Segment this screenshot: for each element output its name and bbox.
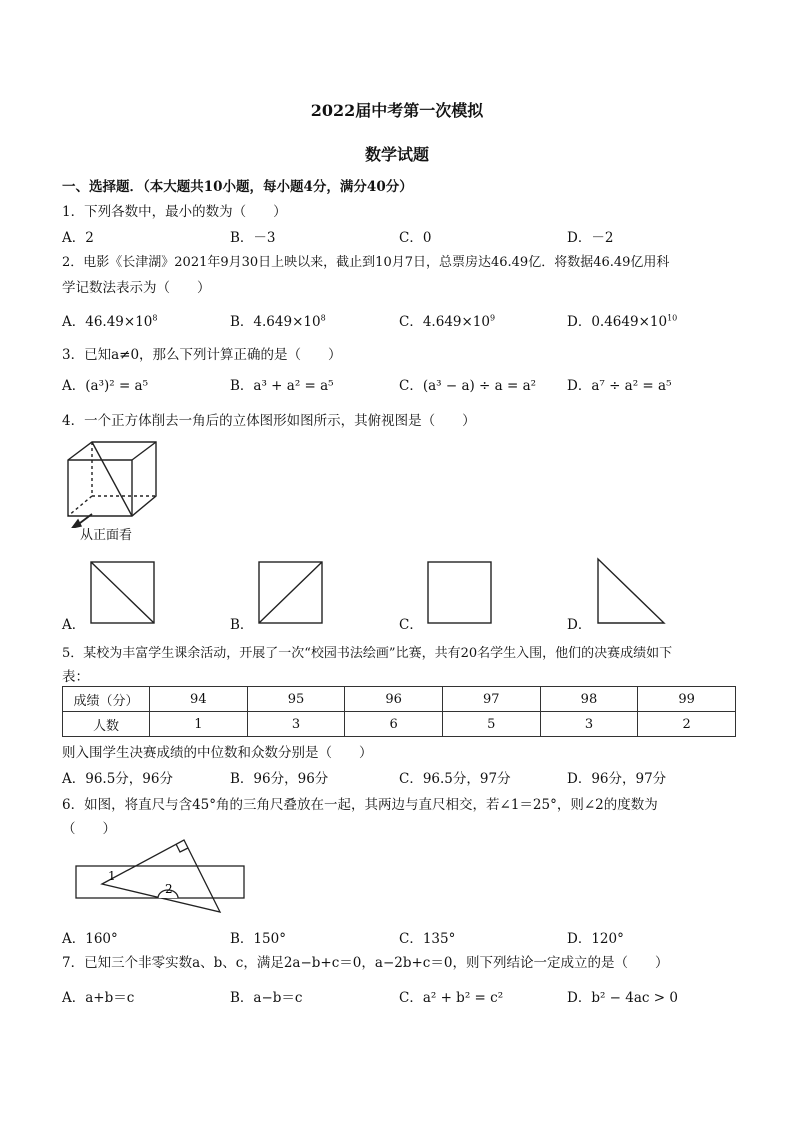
- q4-option-b-figure: [258, 561, 324, 625]
- q5-option-c: C．96.5分，97分: [399, 771, 511, 787]
- exam-title: 2022届中考第一次模拟: [310, 101, 484, 120]
- q6-option-d: D．120°: [567, 931, 624, 947]
- q6-option-b: B．150°: [230, 931, 286, 947]
- table-row: [63, 687, 736, 712]
- q3-option-c: C．(a³ − a) ÷ a = a²: [399, 378, 537, 394]
- table-cell: 96: [345, 687, 443, 712]
- q7-option-b: B．a−b＝c: [230, 990, 303, 1006]
- q6-stem-line1: 6．如图，将直尺与含45°角的三角尺叠放在一起，其两边与直尺相交，若∠1＝25°，则∠2的度数为: [62, 797, 658, 813]
- q6-ruler-triangle-figure: [72, 838, 250, 918]
- q7-option-d: D．b² − 4ac > 0: [567, 990, 678, 1006]
- table-cell: 95: [247, 687, 345, 712]
- q2-option-d: D．$0.4649\times 10^{10}$: [567, 313, 678, 330]
- q3-option-d: D．a⁷ ÷ a² = a⁵: [567, 378, 672, 394]
- table-row: [63, 712, 736, 737]
- q7-stem: 7．已知三个非零实数a、b、c，满足2a−b+c＝0，a−2b+c＝0，则下列结论一定成立的是（ ）: [62, 955, 669, 971]
- q1-option-d: D．－2: [567, 230, 614, 246]
- q3-option-a: A．(a³)² = a⁵: [62, 378, 149, 394]
- score-table: [62, 686, 736, 737]
- q5-question: 则入围学生决赛成绩的中位数和众数分别是（ ）: [62, 745, 373, 761]
- table-cell: 2: [638, 712, 736, 737]
- q4-option-c-label: C．: [399, 617, 423, 633]
- table-header-cell: 成绩（分）: [63, 687, 150, 712]
- q4-figure-caption: 从正面看: [80, 528, 133, 543]
- table-cell: 6: [345, 712, 443, 737]
- q3-option-b: B．a³ + a² = a⁵: [230, 378, 334, 394]
- q1-option-c: C．0: [399, 230, 432, 246]
- table-cell: 99: [638, 687, 736, 712]
- q6-angle1-label: 1: [108, 869, 116, 883]
- q4-option-d-label: D．: [567, 617, 592, 633]
- q4-cube-figure: [62, 436, 172, 528]
- table-cell: 1: [150, 712, 248, 737]
- q2-stem-line1: 2．电影《长津湖》2021年9月30日上映以来，截止到10月7日，总票房达46.49亿．将数据46.49亿用科: [62, 255, 670, 270]
- table-cell: 3: [540, 712, 638, 737]
- table-cell: 5: [442, 712, 540, 737]
- q5-stem-line2: 表：: [62, 669, 89, 685]
- q4-stem: 4．一个正方体削去一角后的立体图形如图所示，其俯视图是（ ）: [62, 413, 476, 429]
- q4-option-d-figure: [594, 556, 666, 626]
- q7-option-a: A．a+b＝c: [62, 990, 135, 1006]
- q6-option-a: A．160°: [62, 931, 118, 947]
- q1-option-a: A．2: [62, 230, 94, 246]
- q2-option-c: C．$4.649\times 10^9$: [399, 313, 496, 330]
- q4-option-c-figure: [427, 561, 493, 625]
- table-header-cell: 人数: [63, 712, 150, 737]
- q5-option-b: B．96分，96分: [230, 771, 329, 787]
- q2-option-a: A．$46.49\times 10^8$: [62, 313, 158, 330]
- q2-option-b: B．$4.649\times 10^8$: [230, 313, 326, 330]
- q2-stem-line2: 学记数法表示为（ ）: [62, 280, 211, 296]
- q7-option-c: C．a² + b² = c²: [399, 990, 504, 1006]
- q6-stem-line2: （ ）: [62, 821, 116, 837]
- table-cell: 97: [442, 687, 540, 712]
- table-cell: 3: [247, 712, 345, 737]
- q5-option-d: D．96分，97分: [567, 771, 667, 787]
- section-heading: 一、选择题．（本大题共10小题，每小题4分，满分40分）: [62, 179, 413, 195]
- q6-option-c: C．135°: [399, 931, 456, 947]
- table-cell: 94: [150, 687, 248, 712]
- q5-stem-line1: 5．某校为丰富学生课余活动，开展了一次“校园书法绘画”比赛，共有20名学生入围，他们的决赛成绩如下: [62, 646, 673, 661]
- q4-option-a-figure: [90, 561, 156, 625]
- q4-option-b-label: B．: [230, 617, 254, 633]
- q1-option-b: B．－3: [230, 230, 276, 246]
- q6-angle2-label: 2: [165, 882, 173, 896]
- q4-option-a-label: A．: [62, 617, 86, 633]
- exam-subtitle: 数学试题: [364, 145, 429, 164]
- q3-stem: 3．已知a≠0，那么下列计算正确的是（ ）: [62, 347, 342, 363]
- q5-option-a: A．96.5分，96分: [62, 771, 173, 787]
- q1-stem: 1．下列各数中，最小的数为（ ）: [62, 204, 287, 220]
- table-cell: 98: [540, 687, 638, 712]
